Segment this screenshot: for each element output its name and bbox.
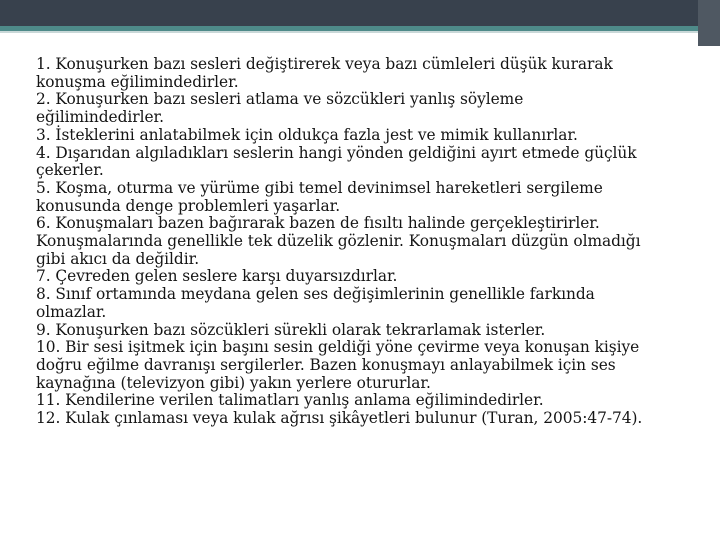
item-4-line-2: çekerler. [36, 161, 104, 180]
item-6-line-2: Konuşmalarında genellikle tek düzelik gözlenir. Konuşmaları düzgün olmadığı [36, 232, 641, 251]
item-3-line-1: 3. İsteklerini anlatabilmek için oldukça fazla jest ve mimik kullanırlar. [36, 125, 578, 144]
item-10-line-3: kaynağına (televizyon gibi) yakın yerlere otururlar. [36, 373, 431, 392]
item-2-line-1: 2. Konuşurken bazı sesleri atlama ve sözcükleri yanlış söyleme [36, 90, 524, 109]
item-8-line-1: 8. Sınıf ortamında meydana gelen ses değişimlerinin genellikle farkında [36, 285, 595, 304]
top-decor-corner-block [698, 0, 720, 46]
item-6-line-1: 6. Konuşmaları bazen bağırarak bazen de fısıltı halinde gerçekleştirirler. [36, 214, 600, 233]
item-7-line-1: 7. Çevreden gelen seslere karşı duyarsızdırlar. [36, 267, 398, 286]
top-decor-light-stripe [0, 31, 698, 33]
item-12-line-1: 12. Kulak çınlaması veya kulak ağrısı şikâyetleri bulunur (Turan, 2005:47-74). [36, 409, 643, 428]
item-5-line-1: 5. Koşma, oturma ve yürüme gibi temel devinimsel hareketleri sergileme [36, 178, 603, 197]
item-9-line-1: 9. Konuşurken bazı sözcükleri sürekli olarak tekrarlamak isterler. [36, 320, 546, 339]
item-1-line-1: 1. Konuşurken bazı sesleri değiştirerek veya bazı cümleleri düşük kurarak [36, 55, 613, 73]
item-5-line-2: konusunda denge problemleri yaşarlar. [36, 196, 341, 215]
item-10-line-2: doğru eğilme davranışı sergilerler. Bazen konuşmayı anlayabilmek için ses [36, 355, 616, 374]
item-8-line-2: olmazlar. [36, 302, 107, 321]
item-1-line-2: konuşma eğilimindedirler. [36, 72, 239, 91]
item-6-line-3: gibi akıcı da değildir. [36, 249, 200, 268]
slide-body-text [36, 56, 720, 428]
top-decor-bar [0, 0, 720, 26]
item-11-line-1: 11. Kendilerine verilen talimatları yanlış anlama eğilimindedirler. [36, 391, 544, 410]
item-10-line-1: 10. Bir sesi işitmek için başını sesin geldiği yöne çevirme veya konuşan kişiye [36, 338, 640, 357]
item-2-line-2: eğilimindedirler. [36, 108, 164, 127]
item-4-line-1: 4. Dışarıdan algıladıkları seslerin hangi yönden geldiğini ayırt etmede güçlük [36, 143, 637, 162]
